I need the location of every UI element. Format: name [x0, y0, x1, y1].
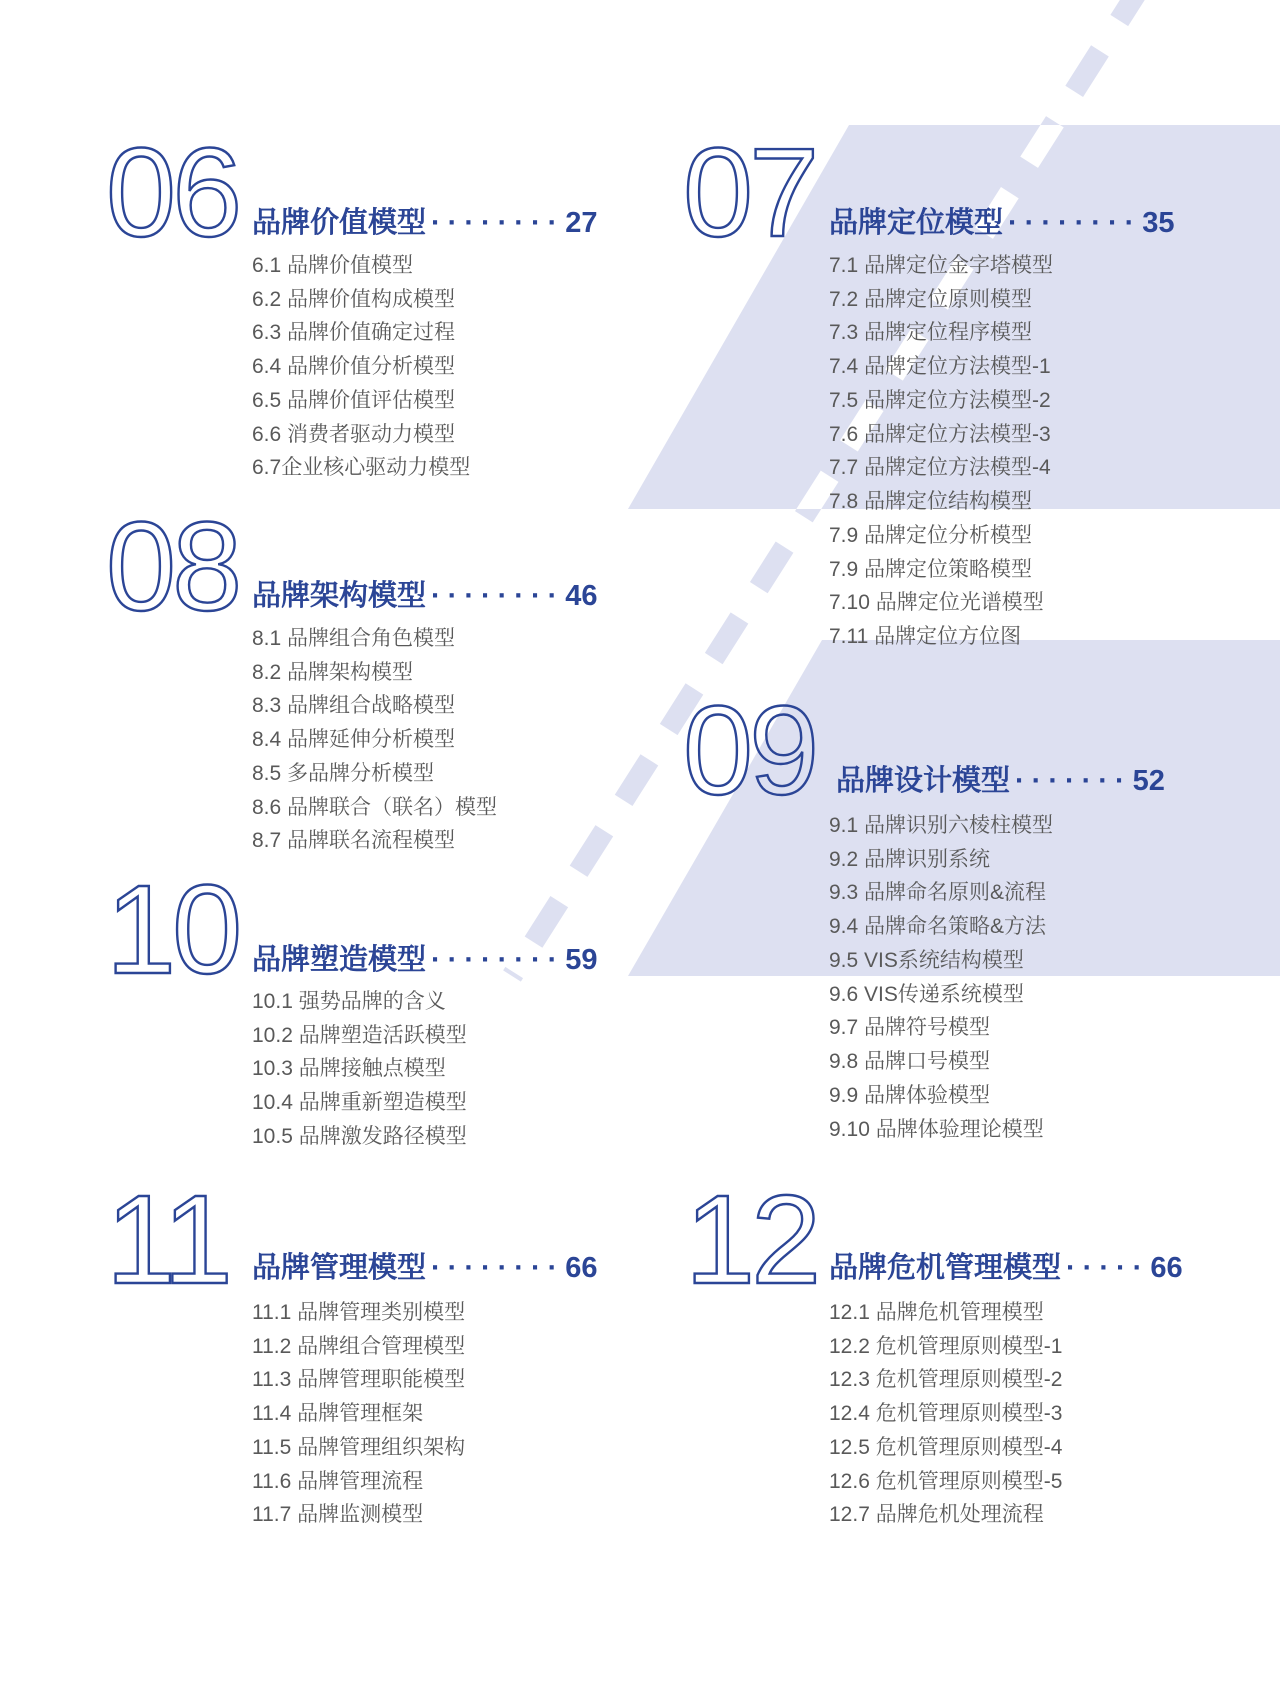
section-number: 12	[685, 1169, 818, 1310]
section-number: 10	[106, 859, 239, 1000]
toc-entry: 6.3 品牌价值确定过程	[252, 321, 456, 345]
toc-entry: 9.8 品牌口号模型	[829, 1050, 991, 1074]
toc-entry: 9.2 品牌识别系统	[829, 847, 991, 871]
page-number: 66	[1150, 1252, 1183, 1284]
toc-entry: 9.5 VIS系统结构模型	[829, 948, 1024, 972]
toc-entry: 7.8 品牌定位结构模型	[829, 490, 1033, 514]
toc-entry-list	[829, 809, 1053, 1146]
section-number: 06	[106, 122, 239, 263]
toc-entry: 7.2 品牌定位原则模型	[829, 287, 1033, 311]
toc-entry: 11.6 品牌管理流程	[252, 1469, 424, 1493]
section-heading	[829, 1250, 1183, 1286]
toc-entry-list	[252, 985, 467, 1154]
leader-dots: ·······	[1015, 765, 1132, 797]
toc-entry-list	[252, 249, 470, 485]
toc-entry: 8.2 品牌架构模型	[252, 660, 414, 684]
toc-entry: 6.5 品牌价值评估模型	[252, 388, 456, 412]
toc-entry: 8.6 品牌联合（联名）模型	[252, 795, 498, 819]
leader-dots: ·····	[1066, 1252, 1150, 1284]
section-heading	[252, 1250, 598, 1286]
leader-dots: ········	[431, 207, 565, 239]
section-title: 品牌架构模型	[252, 580, 427, 612]
toc-entry: 7.1 品牌定位金字塔模型	[829, 254, 1054, 277]
section-title: 品牌定位模型	[829, 207, 1004, 239]
toc-entry: 12.6 危机管理原则模型-5	[829, 1469, 1063, 1493]
toc-entry: 8.3 品牌组合战略模型	[252, 694, 456, 718]
toc-entry: 9.9 品牌体验模型	[829, 1083, 991, 1107]
toc-entry-list	[252, 1296, 465, 1532]
page-number: 59	[565, 944, 598, 976]
section-number: 09	[683, 680, 816, 821]
toc-entry: 6.2 品牌价值构成模型	[252, 287, 456, 311]
section-title: 品牌设计模型	[836, 765, 1011, 797]
page-number: 46	[565, 580, 598, 612]
leader-dots: ········	[431, 1252, 565, 1284]
toc-entry: 9.4 品牌命名策略&方法	[829, 915, 1047, 939]
toc-entry: 7.4 品牌定位方法模型-1	[829, 355, 1051, 379]
section-heading	[252, 942, 598, 978]
leader-dots: ········	[1008, 207, 1142, 239]
toc-entry: 10.1 强势品牌的含义	[252, 990, 446, 1013]
page-number: 52	[1132, 765, 1165, 797]
toc-entry: 11.1 品牌管理类别模型	[252, 1301, 466, 1324]
toc-entry: 7.6 品牌定位方法模型-3	[829, 422, 1051, 446]
toc-entry: 11.4 品牌管理框架	[252, 1402, 424, 1426]
toc-entry: 9.3 品牌命名原则&流程	[829, 881, 1047, 905]
toc-entry: 9.1 品牌识别六棱柱模型	[829, 814, 1054, 837]
toc-entry: 7.7 品牌定位方法模型-4	[829, 456, 1051, 480]
section-heading	[836, 763, 1165, 799]
section-number: 08	[106, 496, 239, 637]
toc-entry: 8.4 品牌延伸分析模型	[252, 728, 456, 752]
toc-entry-list	[829, 1296, 1062, 1532]
toc-entry: 11.7 品牌监测模型	[252, 1503, 424, 1527]
toc-entry: 7.10 品牌定位光谱模型	[829, 591, 1044, 615]
section-title: 品牌管理模型	[252, 1252, 427, 1284]
toc-entry: 11.2 品牌组合管理模型	[252, 1334, 466, 1358]
toc-entry: 6.7企业核心驱动力模型	[252, 456, 471, 480]
toc-entry: 12.4 危机管理原则模型-3	[829, 1402, 1063, 1426]
page-number: 66	[565, 1252, 598, 1284]
toc-entry: 11.5 品牌管理组织架构	[252, 1435, 466, 1459]
toc-entry: 12.2 危机管理原则模型-1	[829, 1334, 1063, 1358]
toc-entry: 9.10 品牌体验理论模型	[829, 1117, 1044, 1141]
toc-entry: 7.11 品牌定位方位图	[829, 625, 1022, 649]
toc-entry: 10.5 品牌激发路径模型	[252, 1124, 467, 1148]
section-title: 品牌危机管理模型	[829, 1252, 1062, 1284]
section-title: 品牌塑造模型	[252, 944, 427, 976]
leader-dots: ········	[431, 944, 565, 976]
toc-entry: 8.5 多品牌分析模型	[252, 761, 435, 785]
section-number: 11	[106, 1169, 229, 1310]
toc-entry: 9.6 VIS传递系统模型	[829, 982, 1024, 1006]
toc-entry: 7.5 品牌定位方法模型-2	[829, 388, 1051, 412]
page-number: 35	[1142, 207, 1175, 239]
toc-entry: 12.7 品牌危机处理流程	[829, 1503, 1044, 1527]
toc-entry: 8.1 品牌组合角色模型	[252, 627, 456, 650]
section-title: 品牌价值模型	[252, 207, 427, 239]
toc-entry: 11.3 品牌管理职能模型	[252, 1368, 466, 1392]
toc-entry-list	[252, 622, 497, 858]
section-heading	[252, 578, 598, 614]
page-number: 27	[565, 207, 598, 239]
toc-entry-list	[829, 249, 1053, 654]
toc-entry: 7.9 品牌定位策略模型	[829, 557, 1033, 581]
toc-entry: 7.9 品牌定位分析模型	[829, 523, 1033, 547]
toc-entry: 7.3 品牌定位程序模型	[829, 321, 1033, 345]
toc-entry: 10.3 品牌接触点模型	[252, 1057, 446, 1081]
toc-entry: 8.7 品牌联名流程模型	[252, 829, 456, 853]
section-heading	[829, 205, 1175, 241]
toc-entry: 12.1 品牌危机管理模型	[829, 1301, 1044, 1324]
section-heading	[252, 205, 598, 241]
section-number: 07	[683, 122, 816, 263]
toc-entry: 6.1 品牌价值模型	[252, 254, 414, 277]
toc-entry: 6.4 品牌价值分析模型	[252, 355, 456, 379]
toc-entry: 9.7 品牌符号模型	[829, 1016, 991, 1040]
toc-entry: 10.4 品牌重新塑造模型	[252, 1091, 467, 1115]
toc-entry: 12.3 危机管理原则模型-2	[829, 1368, 1063, 1392]
toc-entry: 10.2 品牌塑造活跃模型	[252, 1023, 467, 1047]
toc-entry: 12.5 危机管理原则模型-4	[829, 1435, 1063, 1459]
leader-dots: ········	[431, 580, 565, 612]
toc-entry: 6.6 消费者驱动力模型	[252, 422, 456, 446]
